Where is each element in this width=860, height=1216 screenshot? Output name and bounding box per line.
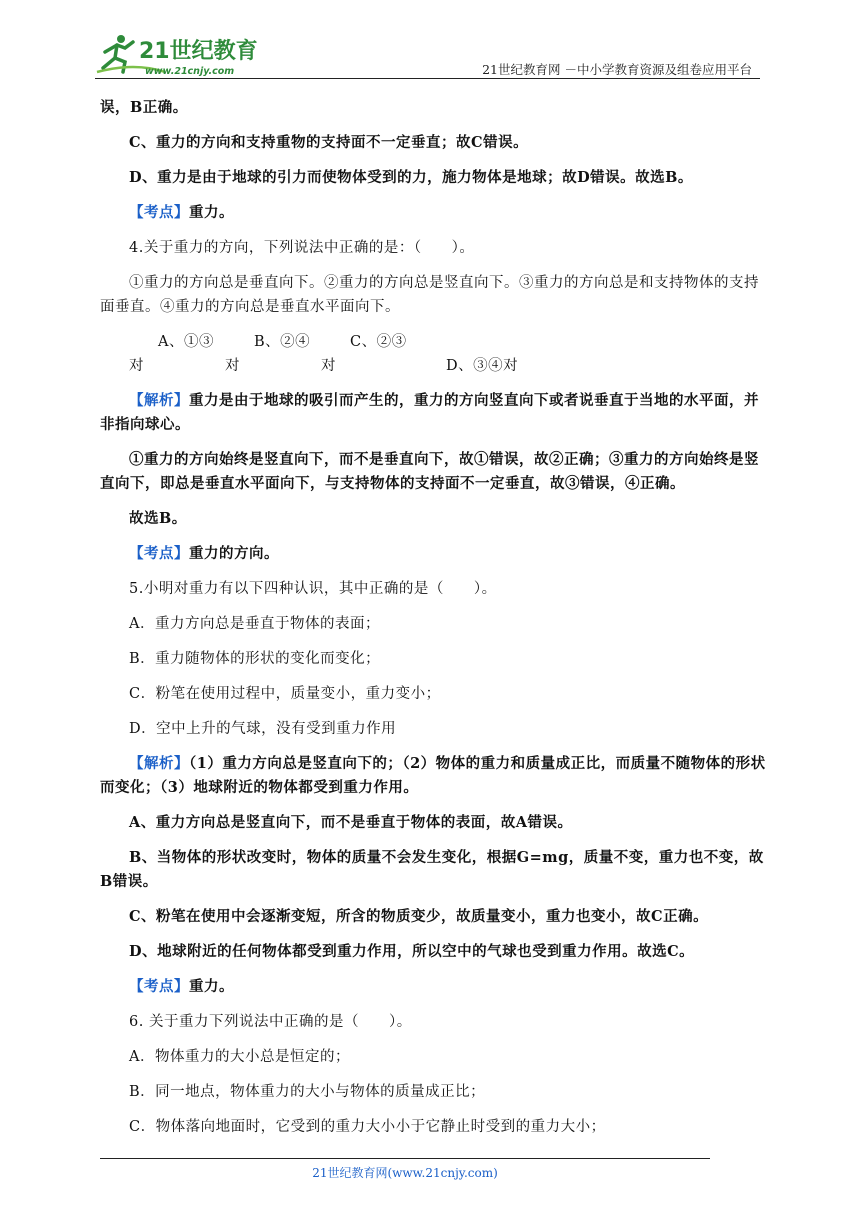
analysis-line [100,389,766,437]
option-a: A．重力方向总是垂直于物体的表面； [129,616,380,632]
option-b: B、②④对 [225,334,311,374]
option-d: D．空中上升的气球，没有受到重力作用 [129,721,397,737]
keypoint-tag: 【考点】 [129,545,189,562]
logo-url: www.21cnjy.com [145,66,235,77]
text-line: D、地球附近的任何物体都受到重力作用，所以空中的气球也受到重力作用。故选C。 [129,943,695,960]
option-b: B．同一地点，物体重力的大小与物体的质量成正比； [129,1084,486,1100]
option-c: C．物体落向地面时，它受到的重力大小小于它静止时受到的重力大小； [129,1119,606,1135]
page-footer[interactable]: 21世纪教育网(www.21cnjy.com) [312,1166,498,1180]
text-line: A、重力方向总是竖直向下，而不是垂直于物体的表面，故A错误。 [129,814,573,831]
option-a: A．物体重力的大小总是恒定的； [129,1049,350,1065]
analysis-tag: 【解析】 [129,755,189,772]
keypoint-line [100,201,766,225]
analysis-text: 重力是由于地球的吸引而产生的，重力的方向竖直向下或者说垂直于当地的水平面，并非指向球心。 [100,392,759,433]
keypoint-tag: 【考点】 [129,978,189,995]
keypoint-line [100,542,766,566]
text-line: C、粉笔在使用中会逐渐变短，所含的物质变少，故质量变小，重力也变小，故C正确。 [129,908,709,925]
page-header [95,28,760,80]
keypoint-text: 重力。 [189,978,234,995]
site-title: 21世纪教育网 －中小学教育资源及组卷应用平台 [482,62,752,77]
option-d: D、③④对 [446,358,519,374]
document-body [100,96,766,1150]
text-line: ①重力的方向始终是竖直向下，而不是垂直向下，故①错误，故②正确；③重力的方向始终是竖直向下，即总是垂直水平面向下，与支持物体的支持面不一定垂直，故③错误，④正确。 [100,451,759,492]
text-line: 误，B正确。 [100,99,188,116]
analysis-text: （1）重力方向总是竖直向下的；（2）物体的重力和质量成正比，而质量不随物体的形状而变化；（3）地球附近的物体都受到重力作用。 [100,755,766,796]
keypoint-text: 重力。 [189,204,234,221]
text-line: C、重力的方向和支持重物的支持面不一定垂直；故C错误。 [129,134,529,151]
analysis-line [100,752,766,800]
question-5: 5.小明对重力有以下四种认识，其中正确的是（ ）。 [129,581,497,597]
text-line: D、重力是由于地球的引力而使物体受到的力，施力物体是地球；故D错误。故选B。 [129,169,693,186]
keypoint-text: 重力的方向。 [189,545,279,562]
option-b: B．重力随物体的形状的变化而变化； [129,651,381,667]
keypoint-line [100,975,766,999]
question-4-options [100,330,766,378]
analysis-tag: 【解析】 [129,392,189,409]
question-4: 4.关于重力的方向，下列说法中正确的是：（ ）。 [129,240,475,256]
footer-rule [100,1158,710,1159]
question-6: 6. 关于重力下列说法中正确的是（ ）。 [129,1014,412,1030]
site-logo[interactable] [95,32,270,78]
logo-text: 21世纪教育 [139,39,258,64]
text-line: 故选B。 [129,510,187,527]
keypoint-tag: 【考点】 [129,204,189,221]
option-c: C．粉笔在使用过程中，质量变小，重力变小； [129,686,441,702]
option-a: A、①③对 [129,334,214,374]
header-rule [95,78,760,79]
question-4-statements: ①重力的方向总是垂直向下。②重力的方向总是竖直向下。③重力的方向总是和支持物体的支持面垂直。④重力的方向总是垂直水平面向下。 [100,275,759,315]
option-c: C、②③对 [321,334,407,374]
text-line: B、当物体的形状改变时，物体的质量不会发生变化，根据G=mg，质量不变，重力也不变，故B错误。 [100,849,764,890]
